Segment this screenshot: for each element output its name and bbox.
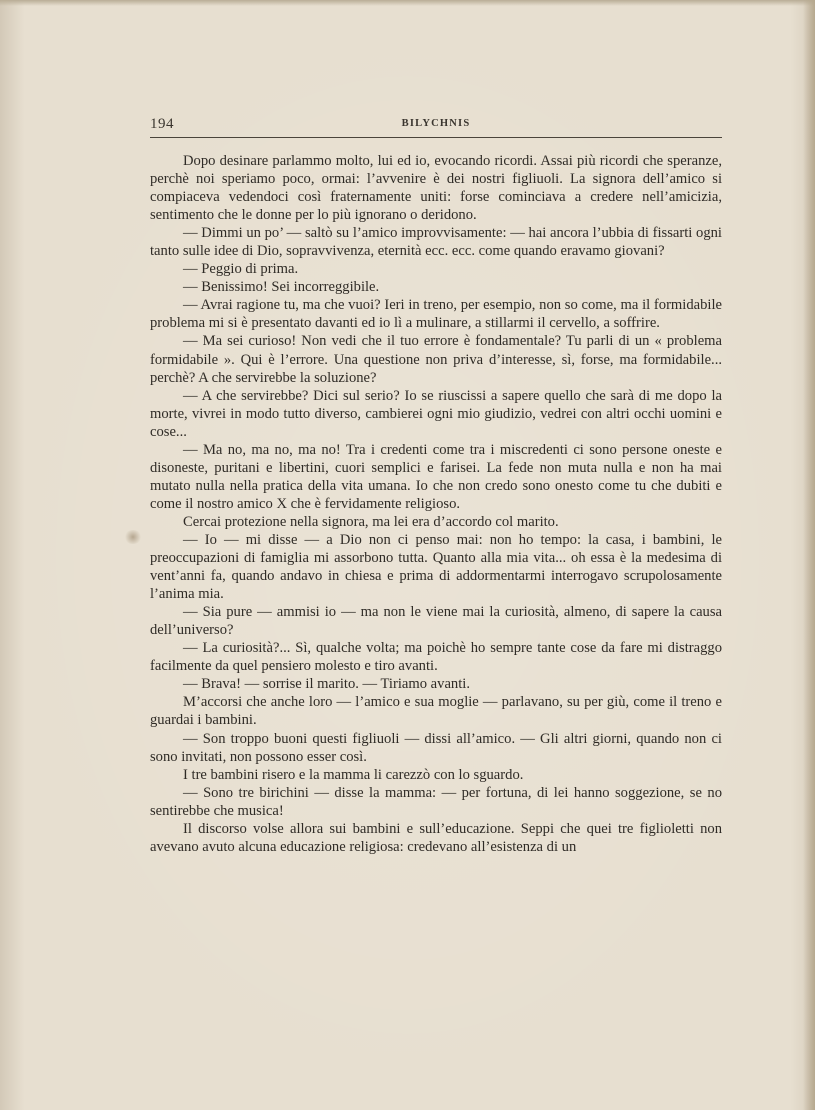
paragraph: — Sono tre birichini — disse la mamma: — per fortuna, di lei hanno soggezione, se no sentirebbe che musica! [150,784,722,819]
paragraph: — Peggio di prima. [183,261,299,278]
page-top-edge [0,0,815,6]
header-rule [150,137,722,138]
paragraph: — Son troppo buoni questi figliuoli — dissi all’amico. — Gli altri giorni, quando non ci sono invitati, non possono esser così. [150,730,722,765]
paragraph: Cercai protezione nella signora, ma lei era d’accordo col marito. [183,513,559,530]
paragraph: — A che servirebbe? Dici sul serio? Io se riuscissi a sapere quello che sarà di me dopo la morte, vivrei in modo tutto diverso, cambierei ogni mio giudizio, vedrei con altri occhi uomini e cose... [150,387,722,440]
paragraph: — Brava! — sorrise il marito. — Tiriamo avanti. [183,676,470,693]
paragraph: — Ma sei curioso! Non vedi che il tuo errore è fondamentale? Tu parli di un « problema formidabile ». Qui è l’errore. Una questione non priva d’interesse, sì, forse, ma formidabile... perchè? A che servirebbe la soluzione? [150,333,722,386]
page-header [150,116,722,136]
paragraph: — Sia pure — ammisi io — ma non le viene mai la curiosità, almeno, di sapere la causa dell’universo? [150,604,722,639]
body-text [150,152,722,856]
paragraph: I tre bambini risero e la mamma li carezzò con lo sguardo. [183,766,524,783]
page-right-edge [803,0,815,1110]
paragraph: — La curiosità?... Sì, qualche volta; ma poichè ho sempre tante cose da fare mi distraggo facilmente da quel pensiero molesto e tiro avanti. [150,640,722,675]
paragraph: — Dimmi un po’ — saltò su l’amico improvvisamente: — hai ancora l’ubbia di fissarti ogni tanto sulle idee di Dio, sopravvivenza, eternità ecc. ecc. come quando eravamo giovani? [150,225,722,260]
page-number: 194 [150,116,174,132]
paragraph: Dopo desinare parlammo molto, lui ed io, evocando ricordi. Assai più ricordi che speranze, perchè noi speriamo poco, ormai: l’avvenire è dei nostri figliuoli. La signora dell’amico si compiaceva vedendoci così fraternamente uniti: forse cominciava a credere nell’amicizia, sentimento che le donne per lo più ignorano o deridono. [150,153,722,224]
paragraph: Il discorso volse allora sui bambini e sull’educazione. Seppi che quei tre figlioletti non avevano avuto alcuna educazione religiosa: credevano all’esistenza di un [150,820,722,855]
paragraph: — Benissimo! Sei incorreggibile. [183,279,380,296]
paragraph: M’accorsi che anche loro — l’amico e sua moglie — parlavano, su per giù, come il treno e guardai i bambini. [150,694,722,729]
paragraph: — Avrai ragione tu, ma che vuoi? Ieri in treno, per esempio, non so come, ma il formidabile problema mi si è presentato davanti ed io lì a mulinare, a stillarmi il cervello, a soffrire. [150,297,722,332]
paper-stain [124,530,142,544]
running-head: BILYCHNIS [401,118,471,129]
paragraph: — Io — mi disse — a Dio non ci penso mai: non ho tempo: la casa, i bambini, le preoccupazioni di famiglia mi assorbono tutta. Quanto alla mia vita... oh essa è la medesima di vent’anni fa, quando andavo in chiesa e prima di addormentarmi interrogavo scrupolosamente l’anima mia. [150,531,722,603]
paragraph: — Ma no, ma no, ma no! Tra i credenti come tra i miscredenti ci sono persone oneste e disoneste, puritani e libertini, cuori semplici e farisei. La fede non muta nulla e non ha mai mutato nulla nella pratica della vita umana. Io che non credo sono onesto come tu che dubiti e come il nostro amico X che è fervidamente religioso. [150,441,722,512]
